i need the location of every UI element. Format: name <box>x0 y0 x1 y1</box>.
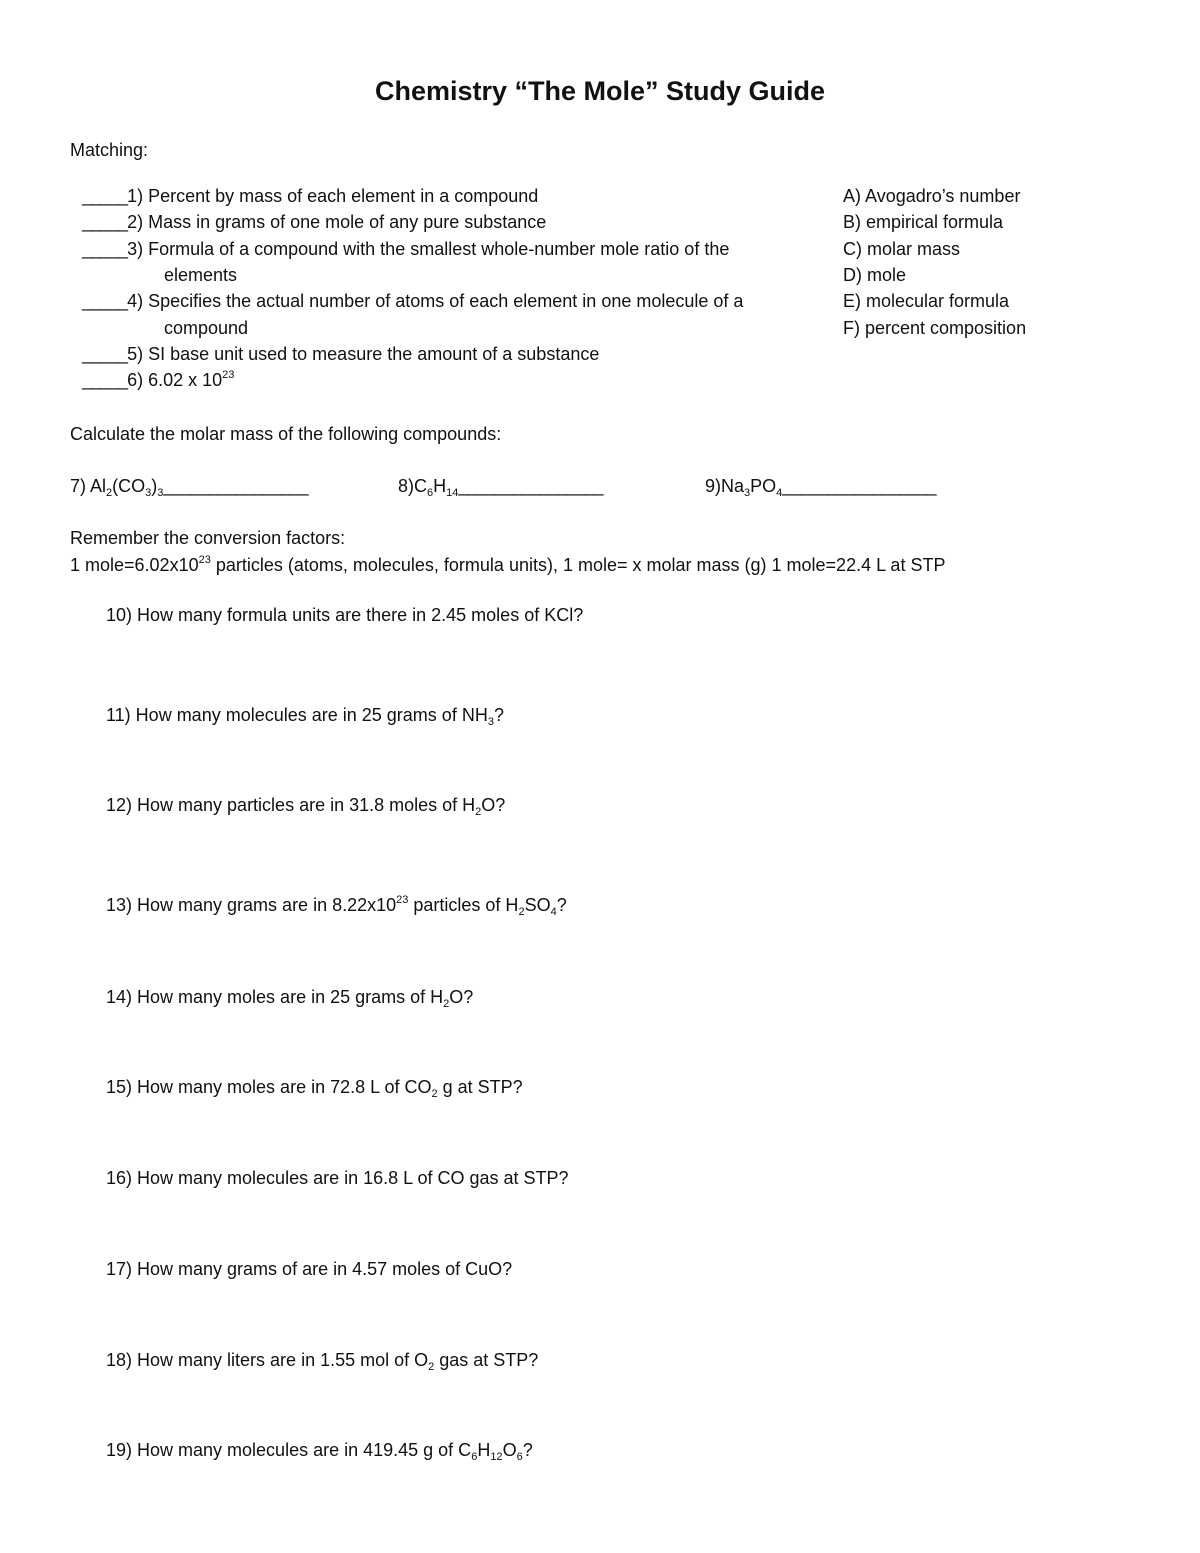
matching-item-4: _____4) Specifies the actual number of atoms of each element in one molecule of a <box>82 291 744 311</box>
question-7: 7) $Al_2(CO_3)_3\_\_\_\_\_\_\_\_\_\_\_\_\_\_\_\_$ <box>70 476 308 499</box>
question-9: $9)Na_3PO_4\_\_\_\_\_\_\_\_\_\_\_\_\_\_\_\_\_$ <box>705 476 936 499</box>
answer-blank: _________________ <box>782 476 936 496</box>
matching-item-1: _____1) Percent by mass of each element in a compound <box>82 186 539 206</box>
question-14: 14) How many moles are in 25 grams of $H_2O$? <box>106 987 474 1010</box>
matching-item-5: _____5) SI base unit used to measure the amount of a substance <box>82 344 600 364</box>
molar-mass-heading: Calculate the molar mass of the following compounds: <box>70 424 502 444</box>
answer-blank: ________________ <box>163 476 308 496</box>
question-12: 12) How many particles are in 31.8 moles of $H_2O$? <box>106 795 506 818</box>
answer-blank: _____ <box>82 291 128 311</box>
conversion-heading: Remember the conversion factors: <box>70 528 346 548</box>
conversion-factors: 1 $mole=6.02x10^{23}$ particles (atoms, molecules, formula units), 1 mole= x molar mass (g) 1 mole=22.4 L at STP <box>70 554 946 575</box>
matching-item-4-cont: compound <box>164 318 249 338</box>
option-f: F) percent composition <box>843 318 1027 338</box>
question-11: 11) How many molecules are in 25 grams of $NH_3$? <box>106 705 504 728</box>
option-d: D) mole <box>843 265 907 285</box>
question-15: 15) How many moles are in 72.8 L of $CO_2$ g at STP? <box>106 1077 523 1100</box>
answer-blank: _____ <box>82 186 128 206</box>
matching-item-6: _____6) 6.02 x $10^{23}$ <box>82 369 235 390</box>
question-8: $8)C_6H_{14}\_\_\_\_\_\_\_\_\_\_\_\_\_\_\_\_$ <box>398 476 603 499</box>
answer-blank: _____ <box>82 344 128 364</box>
question-18: 18) How many liters are in 1.55 mol of $O_2$ gas at STP? <box>106 1350 539 1373</box>
matching-heading: Matching: <box>70 140 149 160</box>
option-c: C) molar mass <box>843 239 961 259</box>
question-10: 10) How many formula units are there in 2.45 moles of KCl? <box>106 605 584 625</box>
question-17: 17) How many grams of are in 4.57 moles of CuO? <box>106 1259 513 1279</box>
answer-blank: _____ <box>82 239 128 259</box>
page-title: Chemistry “The Mole” Study Guide <box>374 76 826 106</box>
answer-blank: _____ <box>82 212 128 232</box>
matching-item-3: _____3) Formula of a compound with the smallest whole-number mole ratio of the <box>82 239 730 259</box>
answer-blank: _____ <box>82 370 128 390</box>
option-b: B) empirical formula <box>843 212 1004 232</box>
question-16: 16) How many molecules are in 16.8 L of CO gas at STP? <box>106 1168 569 1188</box>
question-19: 19) How many molecules are in 419.45 g of $C_6H_{12}O_6$? <box>106 1440 533 1463</box>
matching-item-2: _____2) Mass in grams of one mole of any pure substance <box>82 212 547 232</box>
question-13: 13) How many grams are in $8.22x10^{23}$ particles of $H_2SO_4$? <box>106 894 567 918</box>
option-a: A) Avogadro’s number <box>843 186 1021 206</box>
option-e: E) molecular formula <box>843 291 1010 311</box>
answer-blank: ________________ <box>458 476 603 496</box>
matching-item-3-cont: elements <box>164 265 238 285</box>
